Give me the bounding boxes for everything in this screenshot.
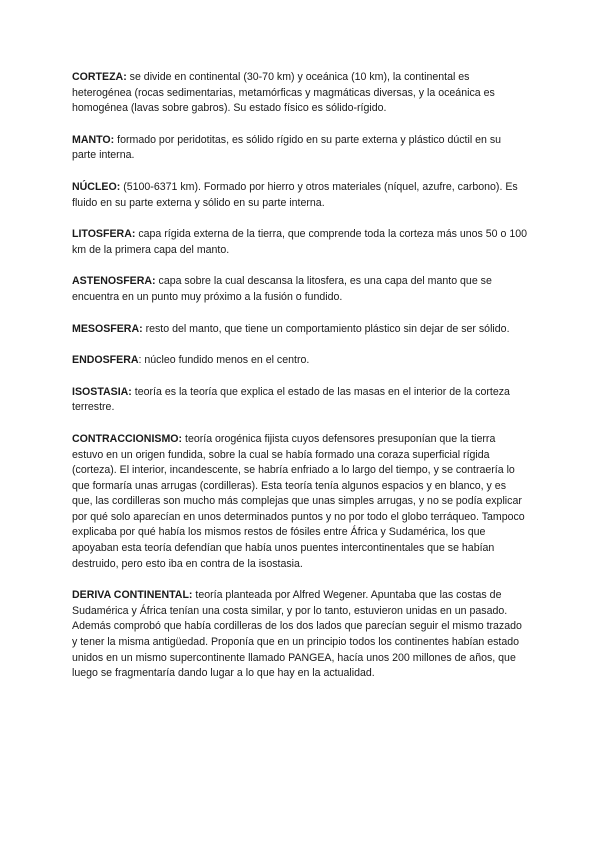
definition-manto: formado por peridotitas, es sólido rígido en su parte externa y plástico dúctil en su parte interna. (72, 133, 502, 162)
term-contraccionismo: CONTRACCIONISMO: (72, 432, 183, 445)
definition-nucleo: (5100-6371 km). Formado por hierro y otros materiales (níquel, azufre, carbono). Es fluido en su parte externa y sólido en su parte interna. (72, 180, 518, 209)
definition-contraccionismo: teoría orogénica fijista cuyos defensores presuponían que la tierra estuvo en un origen fundida, sobre la cual se había formado una coraza superficial rígida (corteza). El interior, incandescente, se habría enfriado a lo largo del tiempo, y se contraería lo que formaría unas arrugas (cordilleras). Esta teoría tenía algunos espacios y en blanco, y es que, las cordilleras son mucho más complejas que unas simples arrugas, y no se podía explicar por qué solo aparecían en unos determinados puntos y no por todo el globo terráqueo. Tampoco explicaba por qué había los mismos restos de fósiles entre África y Sudamérica, los que apoyaban esta teoría defendían que había unos puentes intercontinentales que se habían destruido, pero esto iba en contra de la isostasia. (72, 432, 525, 570)
definition-deriva-continental: teoría planteada por Alfred Wegener. Apuntaba que las costas de Sudamérica y África tenían una costa similar, y por lo tanto, estuvieron unidas en un pasado. Además comprobó que había cordilleras de los dos lados que parecían seguir el mismo trazado y tener la misma antigüedad. Proponía que en un principio todos los continentes habían estado unidos en un mismo supercontinente llamado PANGEA, hacía unos 200 millones de años, que luego se fragmentaría dando lugar a lo que hay en la actualidad. (72, 589, 522, 680)
definition-corteza: se divide en continental (30-70 km) y oceánica (10 km), la continental es heterogénea (rocas sedimentarias, metamórficas y magmáticas diversas, y la oceánica es homogénea (lavas sobre gabros). Su estado físico es sólido-rígido. (72, 71, 495, 115)
entry-endosfera (72, 353, 528, 369)
definition-astenosfera: capa sobre la cual descansa la litosfera, es una capa del manto que se encuentra en un punto muy próximo a la fusión o fundido. (72, 275, 492, 303)
term-astenosfera: ASTENOSFERA: (72, 275, 156, 288)
definition-mesosfera: resto del manto, que tiene un comportamiento plástico sin dejar de ser sólido. (142, 322, 510, 335)
term-deriva-continental: DERIVA CONTINENTAL: (72, 589, 193, 602)
definition-isostasia: teoría es la teoría que explica el estado de las masas en el interior de la corteza terrestre. (72, 385, 510, 414)
entry-litosfera (72, 227, 528, 258)
term-isostasia: ISOSTASIA: (72, 385, 132, 398)
entry-contraccionismo (72, 432, 528, 572)
entry-astenosfera (72, 274, 528, 305)
document-page (72, 70, 528, 698)
term-corteza: CORTEZA: (72, 71, 127, 83)
definition-litosfera: capa rígida externa de la tierra, que comprende toda la corteza más unos 50 o 100 km de la primera capa del manto. (72, 228, 527, 256)
term-nucleo: NÚCLEO: (72, 180, 121, 193)
entry-nucleo (72, 180, 528, 211)
entry-corteza (72, 70, 528, 117)
term-endosfera: ENDOSFERA (72, 354, 139, 367)
entry-mesosfera (72, 322, 528, 338)
entry-manto (72, 133, 528, 164)
term-mesosfera: MESOSFERA: (72, 322, 143, 335)
term-litosfera: LITOSFERA: (72, 228, 136, 241)
term-manto: MANTO: (72, 133, 115, 146)
entry-deriva-continental (72, 588, 528, 682)
entry-isostasia (72, 385, 528, 416)
definition-endosfera: : núcleo fundido menos en el centro. (138, 354, 310, 367)
